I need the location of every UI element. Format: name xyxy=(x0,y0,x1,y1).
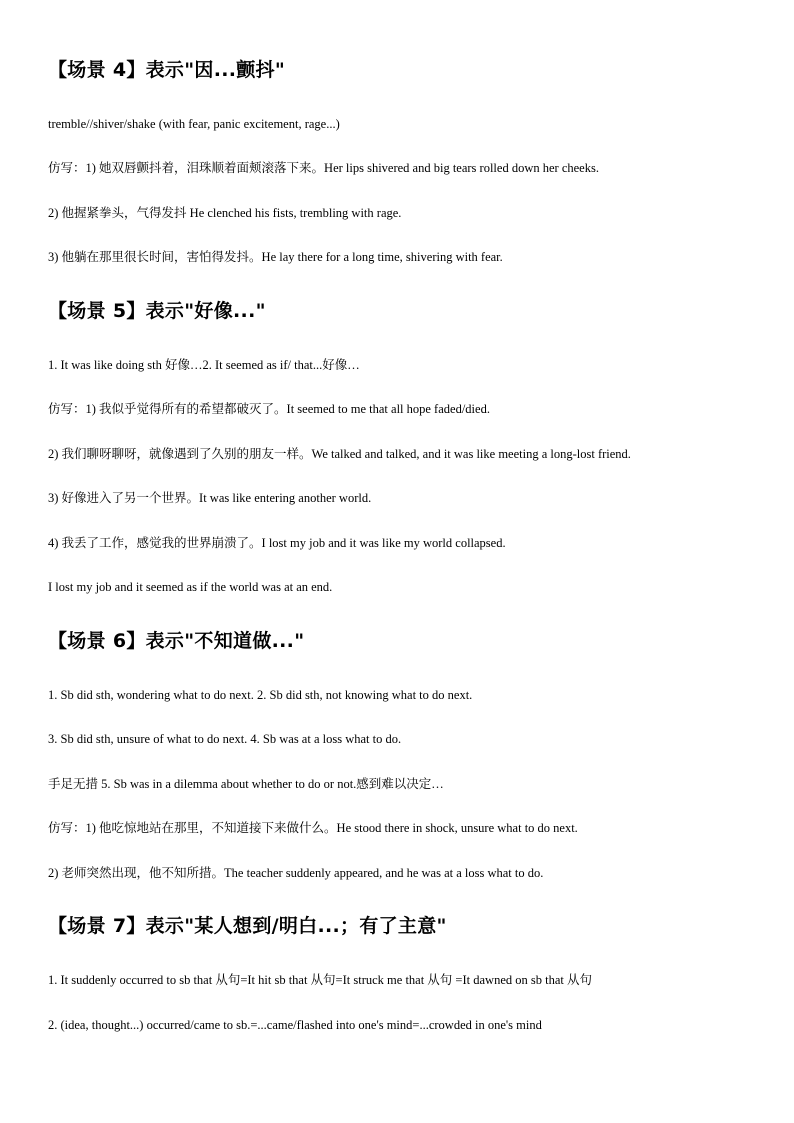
section-6-line-2: 3. Sb did sth, unsure of what to do next. 4. Sb was at a loss what to do. xyxy=(48,732,402,746)
section-4-heading: 【场景 4】表示"因...颤抖" xyxy=(48,59,286,81)
section-5-line-5: 4) 我丢了工作，感觉我的世界崩溃了。I lost my job and it was like my world collapsed. xyxy=(48,536,506,550)
section-4-line-3: 2) 他握紧拳头，气得发抖 He clenched his fists, trembling with rage. xyxy=(48,206,402,220)
section-5-line-4: 3) 好像进入了另一个世界。It was like entering another world. xyxy=(48,491,372,505)
section-6-line-1: 1. Sb did sth, wondering what to do next. 2. Sb did sth, not knowing what to do next. xyxy=(48,688,473,702)
section-7-line-2: 2. (idea, thought...) occurred/came to sb.=...came/flashed into one's mind=...crowded in one's mind xyxy=(48,1018,542,1032)
section-7-line-1: 1. It suddenly occurred to sb that 从句=It hit sb that 从句=It struck me that 从句 =It dawned on sb that 从句 xyxy=(48,973,592,987)
section-7-heading: 【场景 7】表示"某人想到/明白...；有了主意" xyxy=(48,915,447,937)
section-5-line-6: I lost my job and it seemed as if the world was at an end. xyxy=(48,580,333,594)
section-4-line-4: 3) 他躺在那里很长时间，害怕得发抖。He lay there for a long time, shivering with fear. xyxy=(48,250,503,264)
section-4-line-1: tremble//shiver/shake (with fear, panic excitement, rage...) xyxy=(48,117,340,131)
section-5-line-1: 1. It was like doing sth 好像…2. It seemed as if/ that...好像… xyxy=(48,358,360,372)
section-6-heading: 【场景 6】表示"不知道做..." xyxy=(48,630,305,652)
section-5-heading: 【场景 5】表示"好像..." xyxy=(48,300,266,322)
section-4-line-2: 仿写：1) 她双唇颤抖着，泪珠顺着面颊滚落下来。Her lips shivered and big tears rolled down her cheeks. xyxy=(48,161,599,175)
section-5-line-3: 2) 我们聊呀聊呀，就像遇到了久别的朋友一样。We talked and talked, and it was like meeting a long-lost friend. xyxy=(48,447,631,461)
section-6-line-3: 手足无措 5. Sb was in a dilemma about whether to do or not.感到难以决定… xyxy=(48,777,444,791)
section-6-line-5: 2) 老师突然出现，他不知所措。The teacher suddenly appeared, and he was at a loss what to do. xyxy=(48,866,544,880)
section-6-line-4: 仿写：1) 他吃惊地站在那里，不知道接下来做什么。He stood there in shock, unsure what to do next. xyxy=(48,821,578,835)
section-5-line-2: 仿写：1) 我似乎觉得所有的希望都破灭了。It seemed to me that all hope faded/died. xyxy=(48,402,490,416)
